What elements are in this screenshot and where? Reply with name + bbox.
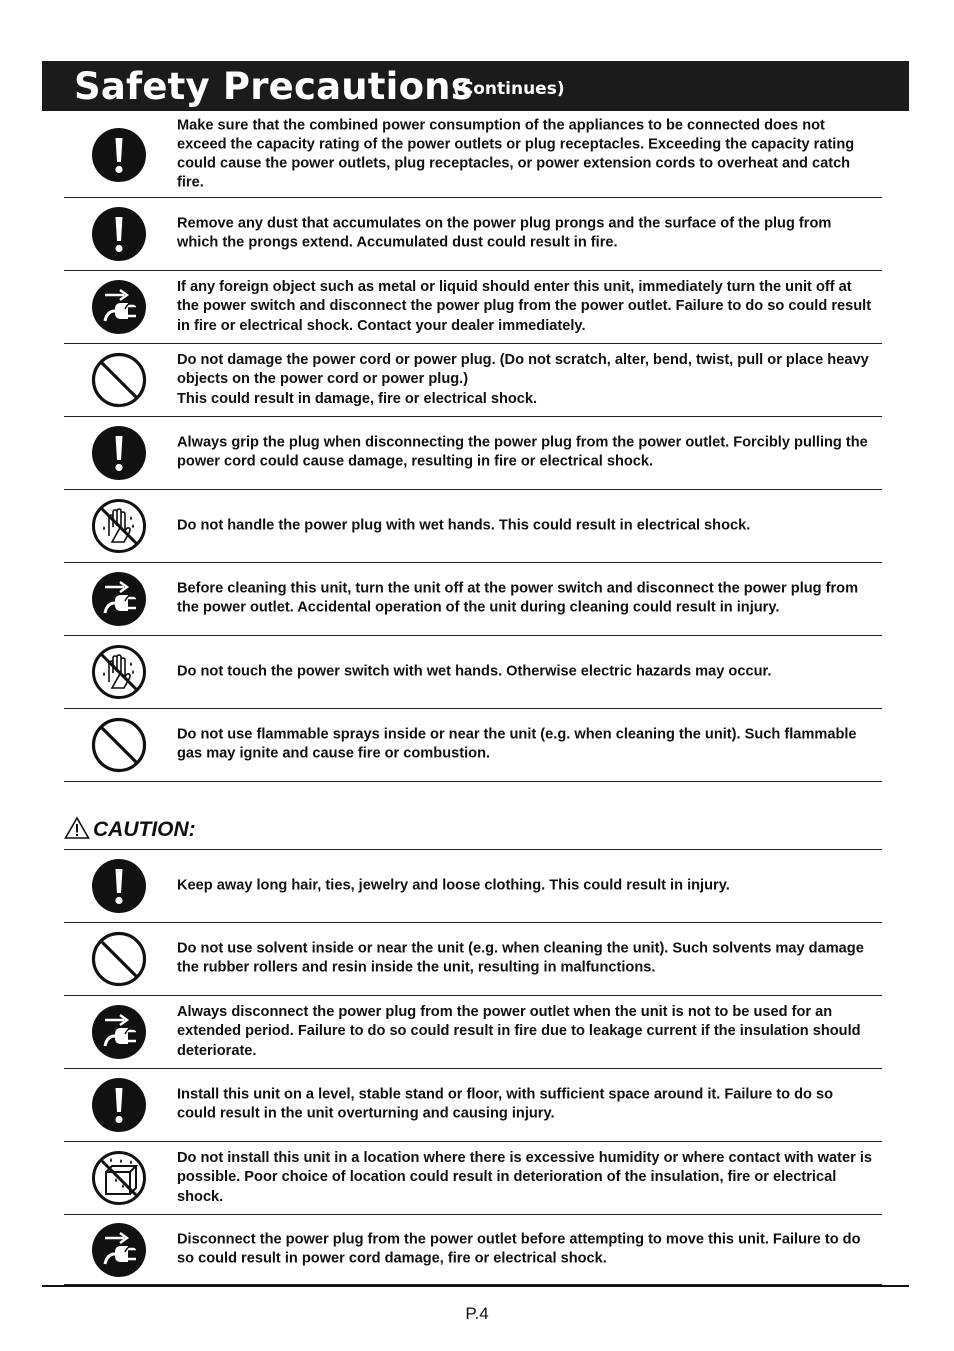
safety-item bbox=[64, 850, 882, 923]
unplug-icon bbox=[91, 1004, 147, 1060]
safety-item bbox=[64, 112, 882, 198]
page-number: P.4 bbox=[465, 1304, 489, 1323]
exclamation-icon bbox=[91, 1077, 147, 1133]
unplug-icon bbox=[91, 571, 147, 627]
safety-item bbox=[64, 490, 882, 563]
warning-triangle-icon bbox=[64, 816, 90, 840]
safety-item bbox=[64, 1069, 882, 1142]
exclamation-icon bbox=[91, 206, 147, 262]
divider bbox=[42, 1285, 909, 1287]
safety-item-text: Do not install this unit in a location where there is excessive humidity or where contact with water is possible. Poor choice of location could result in deterioration of the insulation, fire or electrical shock. bbox=[177, 1150, 872, 1205]
safety-item-text: Remove any dust that accumulates on the power plug prongs and the surface of the plug from which the prongs extend. Accumulated dust could result in fire. bbox=[177, 215, 832, 251]
exclamation-icon bbox=[91, 858, 147, 914]
warning-list bbox=[64, 112, 882, 782]
no-wet-hands-icon bbox=[91, 498, 147, 554]
safety-item-text: Install this unit on a level, stable stand or floor, with sufficient space around it. Failure to do so could result in the unit overturning and causing injury. bbox=[177, 1086, 833, 1122]
safety-item-text: Do not handle the power plug with wet hands. This could result in electrical shock. bbox=[177, 517, 751, 534]
safety-item bbox=[64, 1142, 882, 1215]
page-title: Safety Precautions bbox=[74, 65, 473, 108]
safety-item-text: Do not use flammable sprays inside or near the unit (e.g. when cleaning the unit). Such flammable gas may ignite and cause fire or combustion. bbox=[177, 726, 857, 762]
safety-item-text: Make sure that the combined power consumption of the appliances to be connected does not exceed the capacity rating of the power outlets or plug receptacles. Exceeding the capacity rating could cause the power outlets, plug receptacles, or power extension cords to overheat and catch fire. bbox=[177, 116, 855, 191]
safety-item bbox=[64, 923, 882, 996]
unplug-icon bbox=[91, 1222, 147, 1278]
prohibited-icon bbox=[91, 352, 147, 408]
unplug-icon bbox=[91, 279, 147, 335]
safety-item-text: Do not touch the power switch with wet hands. Otherwise electric hazards may occur. bbox=[177, 663, 772, 680]
exclamation-icon bbox=[91, 127, 147, 183]
safety-item bbox=[64, 1215, 882, 1285]
page-subtitle: (Continues) bbox=[453, 79, 565, 99]
safety-item bbox=[64, 198, 882, 271]
exclamation-icon bbox=[91, 425, 147, 481]
safety-item bbox=[64, 271, 882, 344]
safety-item-text: Disconnect the power plug from the power outlet before attempting to move this unit. Failure to do so could result in power cord damage, fire or electrical shock. bbox=[177, 1231, 861, 1267]
page-header bbox=[42, 61, 909, 111]
caution-list bbox=[64, 850, 882, 1285]
safety-item bbox=[64, 636, 882, 709]
prohibited-icon bbox=[91, 931, 147, 987]
no-humidity-icon bbox=[91, 1150, 147, 1206]
safety-item-text: Always grip the plug when disconnecting the power plug from the power outlet. Forcibly pulling the power cord could cause damage, resulting in fire or electrical shock. bbox=[177, 434, 868, 470]
prohibited-icon bbox=[91, 717, 147, 773]
safety-item-text: Keep away long hair, ties, jewelry and loose clothing. This could result in injury. bbox=[177, 877, 730, 894]
safety-item bbox=[64, 563, 882, 636]
safety-item-text: If any foreign object such as metal or liquid should enter this unit, immediately turn the unit off at the power switch and disconnect the power plug from the power outlet. Failure to do so could result in fire or electrical shock. Contact your dealer immediately. bbox=[177, 279, 872, 334]
safety-item bbox=[64, 344, 882, 417]
safety-item bbox=[64, 709, 882, 782]
safety-item-text: Do not damage the power cord or power plug. (Do not scratch, alter, bend, twist, pull or place heavy objects on the power cord or power plug.) This could result in damage, fire or electrical shock. bbox=[177, 352, 869, 407]
caution-label: CAUTION: bbox=[93, 818, 196, 841]
safety-item-text: Before cleaning this unit, turn the unit off at the power switch and disconnect the power plug from the power outlet. Accidental operation of the unit during cleaning could result in injury. bbox=[177, 580, 859, 616]
no-wet-hands-icon bbox=[91, 644, 147, 700]
safety-item bbox=[64, 417, 882, 490]
safety-item-text: Always disconnect the power plug from the power outlet when the unit is not to be used for an extended period. Failure to do so could result in fire due to leakage current if the insulation should deteriorate. bbox=[177, 1004, 861, 1059]
caution-heading bbox=[64, 814, 882, 848]
safety-item-text: Do not use solvent inside or near the unit (e.g. when cleaning the unit). Such solvents may damage the rubber rollers and resin inside the unit, resulting in malfunctions. bbox=[177, 940, 864, 976]
safety-item bbox=[64, 996, 882, 1069]
